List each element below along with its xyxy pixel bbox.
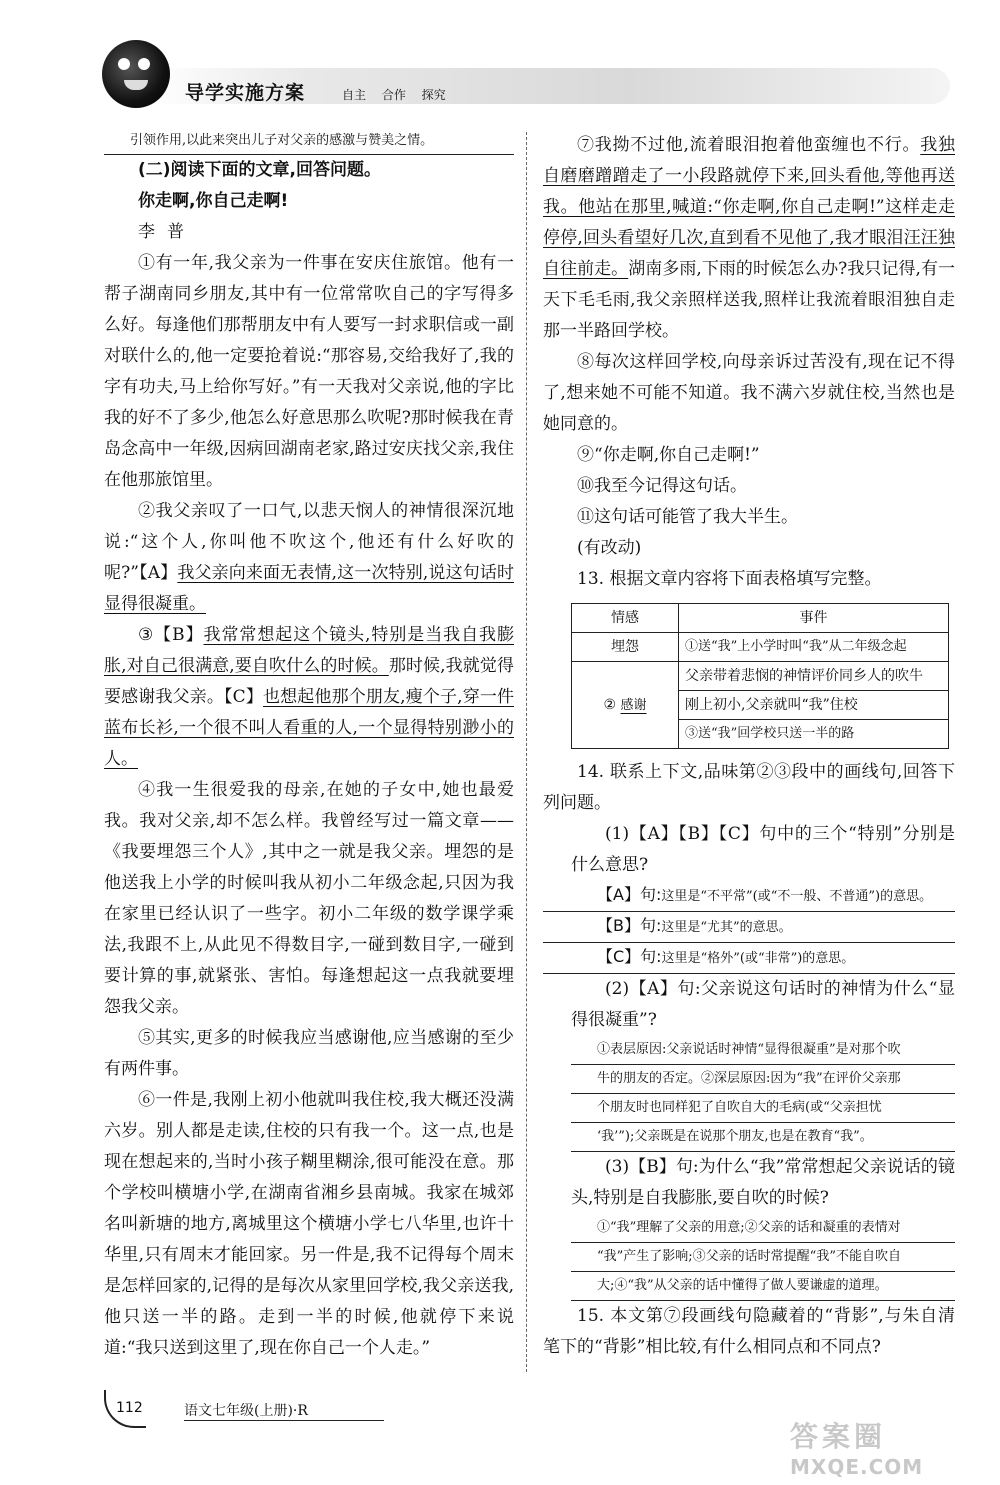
answer-c-text: 这里是“格外”(或“非常”)的意思。 [661, 951, 855, 966]
watermark-cn: 答案圈 [790, 1420, 887, 1453]
paragraph-8: ⑧每次这样回学校,向母亲诉过苦没有,现在记不得了,想来她不可能不知道。我不满六岁就住校,当然也是她同意的。 [543, 352, 955, 434]
answer-b-text: 这里是“尤其”的意思。 [661, 920, 792, 935]
paragraph-10: ⑩我至今记得这句话。 [577, 476, 747, 496]
section-heading: (二)阅读下面的文章,回答问题。 [138, 160, 381, 180]
paragraph-4: ④我一生很爱我的母亲,在她的子女中,她也最爱我。我对父亲,却不怎么样。我曾经写过一篇文章——《我要埋怨三个人》,其中之一就是我父亲。埋怨的是他送我上小学的时候叫我从初小二年级念起,只因为我在家里已经认识了一些字。初小二年级的数学课学乘法,我跟不上,从此见不得数目字,一碰到数目字,一碰到要计算的事,就紧张、害怕。每逢想起这一点我就要埋怨我父亲。 [104, 780, 514, 1017]
event-cell: 刚上初小,父亲就叫“我”住校 [679, 691, 949, 720]
marker-b: ③【B】 [138, 625, 204, 645]
paragraph-5: ⑤其实,更多的时候我应当感谢他,应当感谢的至少有两件事。 [104, 1028, 514, 1079]
answer-line: 大;④“我”从父亲的话中懂得了做人要谦虚的道理。 [571, 1272, 955, 1301]
emotion-cell [572, 662, 679, 749]
mascot-mouth-icon [124, 80, 148, 90]
paragraph-7-tail: 湖南多雨,下雨的时候怎么办?我只记得,有一天下毛毛雨,我父亲照样送我,照样让我流着眼泪独自走那一半路回学校。 [543, 259, 956, 341]
answer-line: ‘我’”);父亲既是在说那个朋友,也是在教育“我”。 [571, 1123, 955, 1152]
question-14-1: (1)【A】【B】【C】句中的三个“特别”分别是什么意思? [571, 824, 955, 875]
mascot-eye-icon [138, 58, 150, 70]
source-note: (有改动) [577, 538, 642, 558]
table-row [572, 662, 949, 691]
paragraph-11: ⑪这句话可能管了我大半生。 [577, 507, 798, 527]
paragraph-2-lead: ②我父亲叹了一口气,以悲天悯人的神情很深沉地说:“这个人,你叫他不吹这个,他还有什么好吹的呢?”【A】 [104, 501, 514, 583]
table-header-emotion: 情感 [572, 604, 679, 633]
right-column [543, 130, 955, 1363]
answer-line: 牛的朋友的否定。②深层原因:因为“我”在评价父亲那 [571, 1065, 955, 1094]
underlined-sentence-7: 我独自磨磨蹭蹭走了一小段路就停下来,回头看他,等他再送我。他站在那里,喊道:“你走啊,你自己走啊!”这样走走停停,回头看望好几次,直到看不见他了,我才眼泪汪汪独自往前走。 [543, 135, 956, 279]
emotion-event-table [571, 603, 949, 749]
event-cell: ①送“我”上小学时叫“我”从二年级念起 [679, 633, 949, 662]
question-14-3: (3)【B】句:为什么“我”常常想起父亲说话的镜头,特别是自我膨胀,要自吹的时候? [571, 1157, 955, 1208]
answer-14-2 [543, 1036, 955, 1152]
page-header [0, 0, 1000, 120]
underlined-sentence-c: 也想起他那个朋友,瘦个子,穿一件蓝布长衫,一个很不叫人看重的人,一个显得特别渺小的人。 [104, 687, 514, 769]
table-row [572, 633, 949, 662]
paragraph-7 [543, 130, 955, 347]
paragraph-7-lead: ⑦我拗不过他,流着眼泪抱着他蛮缠也不行。 [577, 135, 921, 155]
mascot-eye-icon [118, 58, 130, 70]
question-14: 14. 联系上下文,品味第②③段中的画线句,回答下列问题。 [543, 762, 955, 813]
paragraph-6: ⑥一件是,我刚上初小他就叫我住校,我大概还没满六岁。别人都是走读,住校的只有我一个。这一点,也是现在想起来的,当时小孩子糊里糊涂,很可能没在意。那个学校叫横塘小学,在湖南省湘乡县南城。我家在城郊名叫新塘的地方,离城里这个横塘小学七八华里,也许十华里,只有周末才能回家。另一件是,我不记得每个周末是怎样回家的,记得的是每次从家里回学校,我父亲送我,他只送一半的路。走到一半的时候,他就停下来说道:“我只送到这里了,现在你自己一个人走。” [104, 1090, 514, 1358]
footer-book-title: 语文七年级(上册)·R [184, 1400, 384, 1421]
page-footer [104, 1390, 404, 1430]
answer-line: 个朋友时也同样犯了自吹自大的毛病(或“父亲担忧 [571, 1094, 955, 1123]
paragraph-3 [104, 620, 514, 775]
header-tags: 自主 合作 探究 [342, 88, 446, 102]
answer-c [543, 943, 955, 974]
question-15: 15. 本文第⑦段画线句隐藏着的“背影”,与朱自清笔下的“背影”相比较,有什么相同点和不同点? [543, 1306, 955, 1357]
paragraph-2 [104, 496, 514, 620]
answer-14-3 [543, 1214, 955, 1301]
answer-line: “我”产生了影响;③父亲的话时常提醒“我”不能自吹自 [571, 1243, 955, 1272]
event-cell: ③送“我”回学校只送一半的路 [679, 720, 949, 749]
emotion-cell: 埋怨 [572, 633, 679, 662]
answer-b [543, 912, 955, 943]
watermark [790, 1415, 980, 1479]
answer-c-label: 【C】句: [597, 947, 662, 966]
answer-a [543, 881, 955, 912]
question-14-2: (2)【A】句:父亲说这句话时的神情为什么“显得很凝重”? [571, 979, 955, 1030]
article-author: 李普 [138, 222, 196, 242]
header-title: 导学实施方案 [185, 82, 306, 104]
answer-line: ①表层原因:父亲说话时神情“显得很凝重”是对那个吹 [571, 1036, 955, 1065]
answer-b-label: 【B】句: [597, 916, 662, 935]
table-header-row [572, 604, 949, 633]
blank-number: ② [603, 696, 617, 713]
event-cell: 父亲带着悲悯的神情评价同乡人的吹牛 [679, 662, 949, 691]
answer-line: ①“我”理解了父亲的用意;②父亲的话和凝重的表情对 [571, 1214, 955, 1243]
table-header-event: 事件 [679, 604, 949, 633]
mascot-logo-icon [102, 40, 170, 108]
filled-answer: 感谢 [620, 697, 647, 713]
answer-a-text: 这里是“不平常”(或“不一般、不普通”)的意思。 [661, 889, 933, 904]
underlined-sentence-a: 我父亲向来面无表情,这一次特别,说这句话时显得很凝重。 [104, 563, 514, 614]
answer-a-label: 【A】句: [597, 885, 662, 904]
watermark-en: MXQE.COM [790, 1455, 924, 1479]
question-13: 13. 根据文章内容将下面表格填写完整。 [577, 569, 882, 589]
column-divider [526, 132, 527, 1372]
left-column [104, 130, 514, 1364]
paragraph-1: ①有一年,我父亲为一件事在安庆住旅馆。他有一帮子湖南同乡朋友,其中有一位常常吹自己的字写得多么好。每逢他们那帮朋友中有人要写一封求职信或一副对联什么的,他一定要抢着说:“那容易,交给我好了,我的字有功夫,马上给你写好。”有一天我对父亲说,他的字比我的好不了多少,他怎么好意思那么吹呢?那时候我在青岛念高中一年级,因病回湖南老家,路过安庆找父亲,我住在他那旅馆里。 [104, 253, 514, 490]
page-number: 112 [116, 1400, 143, 1416]
article-title: 你走啊,你自己走啊! [138, 191, 289, 211]
paragraph-3-mid: 那时候,我就觉得要感谢我父亲。【C】 [104, 656, 514, 707]
intro-note: 引领作用,以此来突出儿子对父亲的感激与赞美之情。 [104, 130, 514, 155]
paragraph-9: ⑨“你走啊,你自己走啊!” [577, 445, 760, 465]
underlined-sentence-b: 我常常想起这个镜头,特别是当我自我膨胀,对自己很满意,要自吹什么的时候。 [104, 625, 514, 676]
